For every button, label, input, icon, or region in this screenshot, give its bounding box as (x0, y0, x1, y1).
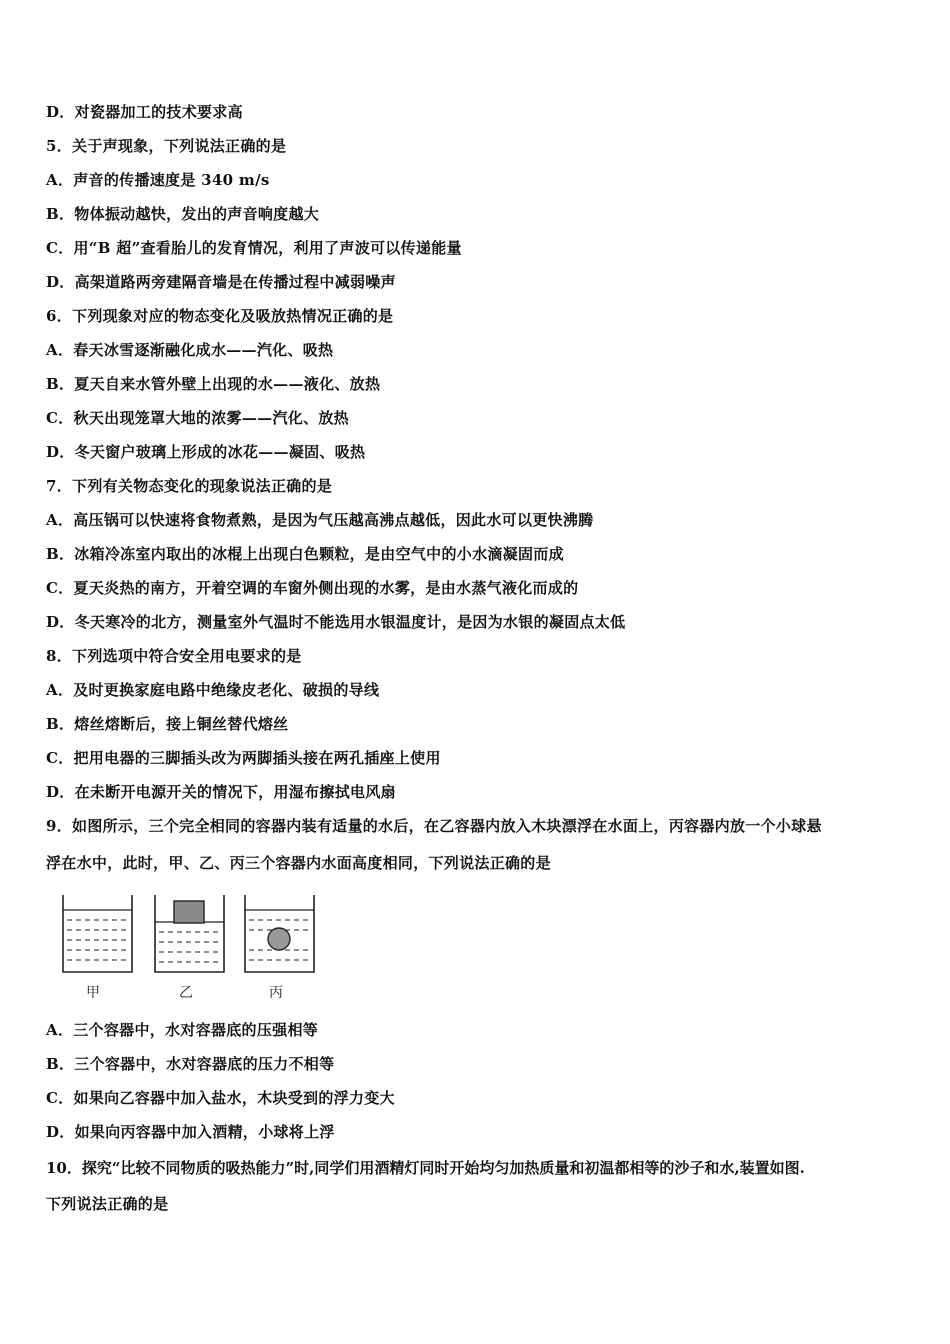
q7-option-c: C．夏天炎热的南方，开着空调的车窗外侧出现的水雾，是由水蒸气液化而成的 (46, 579, 579, 597)
container-bing (245, 895, 314, 972)
q8-option-b: B．熔丝熔断后，接上铜丝替代熔丝 (46, 715, 289, 733)
q9-option-d: D．如果向丙容器中加入酒精，小球将上浮 (46, 1123, 335, 1141)
q9-stem-line1: 9．如图所示，三个完全相同的容器内装有适量的水后，在乙容器内放入木块漂浮在水面上，丙容器内放一个小球悬 (46, 817, 822, 835)
caption-jia: 甲 (86, 985, 100, 1001)
q5-option-a: A．声音的传播速度是 340 m/s (46, 171, 270, 189)
container-jia (63, 895, 132, 972)
q8-option-c: C．把用电器的三脚插头改为两脚插头接在两孔插座上使用 (46, 749, 441, 767)
q5-option-c: C．用“B 超”查看胎儿的发育情况，利用了声波可以传递能量 (46, 239, 462, 257)
caption-bing: 丙 (269, 985, 283, 1001)
q9-option-a: A．三个容器中，水对容器底的压强相等 (46, 1021, 319, 1039)
q10-stem-line2: 下列说法正确的是 (46, 1195, 169, 1213)
q4-option-d: D．对瓷器加工的技术要求高 (46, 103, 243, 121)
q8-option-a: A．及时更换家庭电路中绝缘皮老化、破损的导线 (46, 681, 380, 699)
container-yi (155, 895, 224, 972)
q5-option-b: B．物体振动越快，发出的声音响度越大 (46, 205, 320, 223)
q7-option-b: B．冰箱冷冻室内取出的冰棍上出现白色颗粒，是由空气中的小水滴凝固而成 (46, 545, 564, 563)
small-ball (268, 928, 290, 950)
q9-option-c: C．如果向乙容器中加入盐水，木块受到的浮力变大 (46, 1089, 395, 1107)
q6-option-c: C．秋天出现笼罩大地的浓雾——汽化、放热 (46, 409, 349, 427)
q9-option-b: B．三个容器中，水对容器底的压力不相等 (46, 1055, 335, 1073)
q9-stem-line2: 浮在水中，此时，甲、乙、丙三个容器内水面高度相同，下列说法正确的是 (46, 854, 551, 872)
wooden-block (174, 901, 204, 923)
q7-option-a: A．高压锅可以快速将食物煮熟，是因为气压越高沸点越低，因此水可以更快沸腾 (46, 511, 594, 529)
q8-option-d: D．在未断开电源开关的情况下，用湿布擦拭电风扇 (46, 783, 396, 801)
q6-option-d: D．冬天窗户玻璃上形成的冰花——凝固、吸热 (46, 443, 366, 461)
q8-stem: 8．下列选项中符合安全用电要求的是 (46, 647, 302, 665)
caption-yi: 乙 (179, 985, 193, 1001)
q6-option-a: A．春天冰雪逐渐融化成水——汽化、吸热 (46, 341, 334, 359)
q10-stem-line1: 10．探究“比较不同物质的吸热能力”时,同学们用酒精灯同时开始均匀加热质量和初温都相等的沙子和水,装置如图. (46, 1159, 805, 1177)
q6-option-b: B．夏天自来水管外壁上出现的水——液化、放热 (46, 375, 381, 393)
q5-stem: 5．关于声现象，下列说法正确的是 (46, 137, 287, 155)
q5-option-d: D．高架道路两旁建隔音墙是在传播过程中减弱噪声 (46, 273, 396, 291)
q7-stem: 7．下列有关物态变化的现象说法正确的是 (46, 477, 333, 495)
q7-option-d: D．冬天寒冷的北方，测量室外气温时不能选用水银温度计，是因为水银的凝固点太低 (46, 613, 626, 631)
q6-stem: 6．下列现象对应的物态变化及吸放热情况正确的是 (46, 307, 394, 325)
